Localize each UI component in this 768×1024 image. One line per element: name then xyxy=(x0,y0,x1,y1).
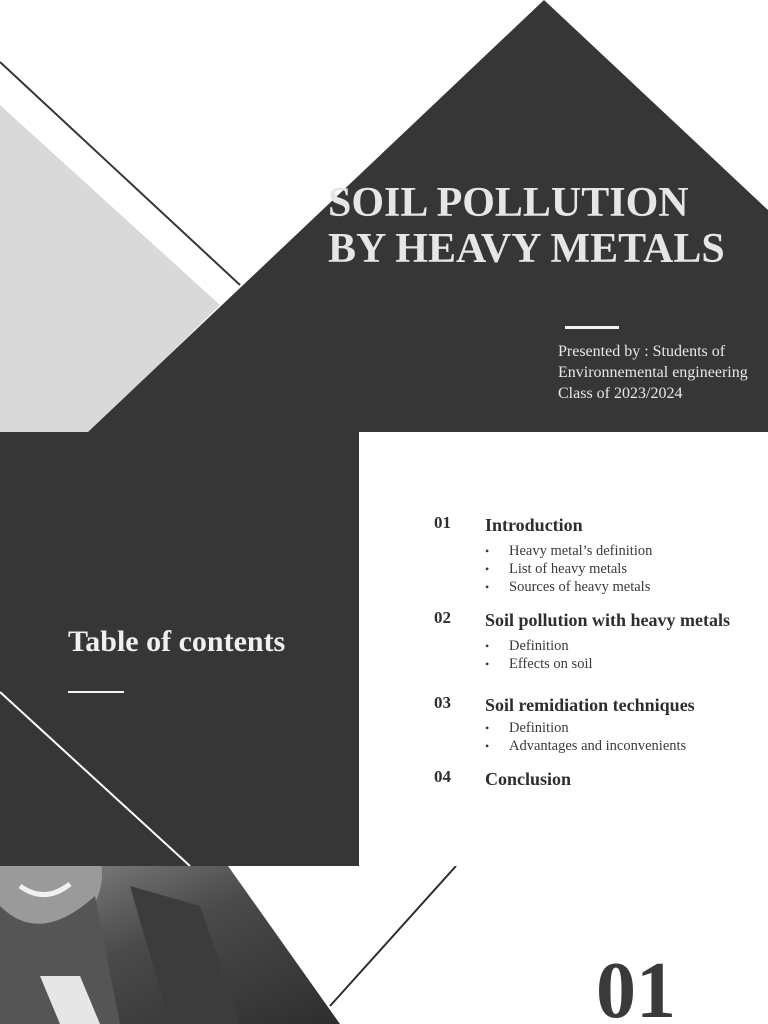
toc-subitem-label: Heavy metal’s definition xyxy=(509,543,653,559)
toc-section-number: 02 xyxy=(434,608,451,627)
toc-section-number: 03 xyxy=(434,693,451,712)
toc-section-heading: Soil pollution with heavy metals xyxy=(485,610,731,630)
toc-section-heading: Soil remidiation techniques xyxy=(485,695,695,715)
toc-subitem-label: Sources of heavy metals xyxy=(509,579,651,595)
table-of-contents-slide xyxy=(0,432,768,866)
toc-subitem xyxy=(485,719,686,737)
toc-subitem xyxy=(485,637,593,655)
toc-subitem-label: List of heavy metals xyxy=(509,561,627,577)
section-number: 01 xyxy=(596,947,676,1024)
title-slide xyxy=(0,0,768,432)
toc-subitem xyxy=(485,542,652,560)
slide-title: SOIL POLLUTION BY HEAVY METALS xyxy=(328,180,725,272)
toc-subitem xyxy=(485,737,686,755)
toc-list xyxy=(0,432,768,866)
toc-subitem xyxy=(485,560,652,578)
bullet-icon: • xyxy=(485,544,490,558)
bullet-icon: • xyxy=(485,580,490,594)
toc-title: Table of contents xyxy=(68,625,286,658)
presenter-subtitle: Presented by : Students of Environnemental engineering Class of 2023/2024 xyxy=(558,343,748,402)
toc-subitem xyxy=(485,655,593,673)
title-underline xyxy=(565,326,619,329)
toc-subitem-label: Effects on soil xyxy=(509,656,593,672)
section-diagonal-line xyxy=(330,866,456,1006)
toc-subitems xyxy=(485,542,652,596)
toc-section-number: 04 xyxy=(434,767,451,786)
bullet-icon: • xyxy=(485,639,490,653)
toc-section-heading: Introduction xyxy=(485,515,583,535)
bullet-icon: • xyxy=(485,739,490,753)
toc-section-heading: Conclusion xyxy=(485,769,572,789)
toc-subitem-label: Definition xyxy=(509,638,569,654)
bullet-icon: • xyxy=(485,657,490,671)
toc-section-number: 01 xyxy=(434,513,451,532)
toc-subitems xyxy=(485,719,686,755)
section-01-slide xyxy=(0,866,768,1024)
toc-subitems xyxy=(485,637,593,673)
bullet-icon: • xyxy=(485,562,490,576)
toc-subitem xyxy=(485,578,652,596)
toc-subitem-label: Advantages and inconvenients xyxy=(509,738,687,754)
toc-subitem-label: Definition xyxy=(509,720,569,736)
bullet-icon: • xyxy=(485,721,490,735)
